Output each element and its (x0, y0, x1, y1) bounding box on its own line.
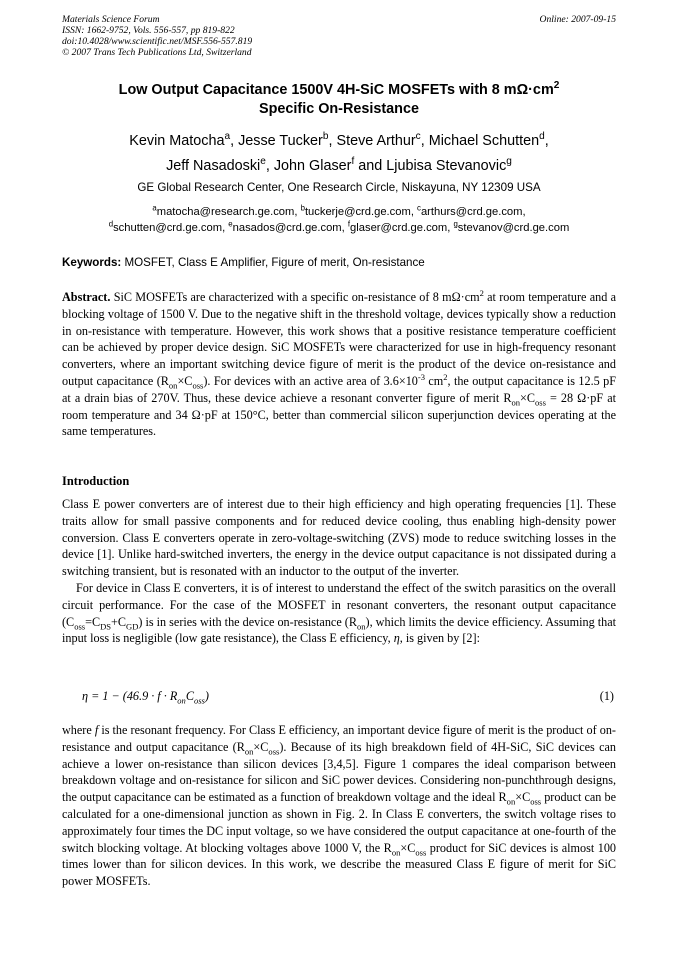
author-name: Kevin Matocha (129, 133, 225, 149)
author-affil-mark: g (506, 156, 512, 168)
abstract-sub: oss (535, 397, 546, 408)
abstract-sup: 2 (479, 287, 484, 298)
online-date: Online: 2007-09-15 (539, 14, 616, 25)
abstract-text: , the output capacitance is 12.5 pF at a drain bias of 270V. Thus, these device achieve a resonant converter figure of merit R (62, 373, 616, 405)
email-address[interactable]: glaser@crd.ge.com (350, 222, 448, 234)
eq-sub: on (177, 695, 186, 706)
title-part-2: Specific On-Resistance (259, 101, 419, 117)
affiliation: GE Global Research Center, One Research Circle, Niskayuna, NY 12309 USA (137, 181, 541, 194)
introduction-body (62, 496, 616, 647)
author-name: John Glaser (273, 158, 352, 174)
eq-symbol: η (82, 689, 89, 703)
eq-text: ) (204, 689, 209, 703)
intro-text: ), which limits the device efficiency. Assuming that input loss is negligible (low gate resistance), the Class E efficiency, (62, 614, 616, 646)
journal-header (62, 14, 252, 58)
email-address[interactable]: stevanov@crd.ge.com (457, 222, 570, 234)
para-text: where (62, 723, 95, 737)
author-affil-mark: c (415, 131, 421, 143)
email-mark: c (417, 203, 421, 213)
abstract-text: = 28 Ω·pF at room temperature and 34 Ω·pF at 150°C, better than commercial silicon superjunction devices operating at the same temperatures. (62, 390, 616, 439)
intro-text: , is given by [2]: (399, 631, 480, 646)
journal-name: Materials Science Forum (62, 14, 160, 25)
intro-sub: GD (126, 621, 139, 632)
keywords-text: MOSFET, Class E Amplifier, Figure of merit, On-resistance (121, 256, 425, 269)
title-part-1: Low Output Capacitance 1500V 4H-SiC MOSFETs with 8 mΩ·cm (118, 82, 554, 98)
title-superscript: 2 (553, 80, 560, 92)
author-affil-mark: b (322, 131, 329, 143)
abstract-text: cm (425, 373, 444, 388)
author-name: Michael Schutten (428, 133, 540, 149)
abstract-sup: 2 (443, 371, 448, 382)
author-list: Kevin Matocha$^a$, Jesse Tucker$^b$, Steve Arthur$^c$, Michael Schutten$^d$, Jeff Nasadoski$^e$, John Glaser$^f$ and Ljubisa Stevanovic$^g$ (129, 131, 549, 174)
author-affil-mark: e (260, 156, 266, 168)
post-equation-text (62, 722, 616, 890)
abstract-text: ). For devices with an active area of 3.6×10 (203, 373, 418, 388)
eq-text: = 1 − (46.9 · f · R (88, 689, 178, 703)
eq-text: C (185, 689, 194, 703)
author-affil-mark: d (539, 131, 545, 143)
email-address[interactable]: schutten@crd.ge.com (113, 222, 223, 234)
intro-sub: on (357, 621, 366, 632)
para-text: product can be calculated for a one-dimensional junction as shown in Fig. 2. In Class E converters, the switch voltage rises to approximately four times the DC input voltage, so we have considered the output capacitance at one-fourth of the switch blocking voltage. At blocking voltages above 1000 V, the R (62, 790, 616, 855)
para-text: ×C (400, 840, 416, 855)
abstract-label: Abstract. (62, 290, 111, 304)
email-address[interactable]: tuckerje@crd.ge.com (304, 206, 411, 218)
email-address[interactable]: matocha@research.ge.com (156, 206, 295, 218)
author-name: Jeff Nasadoski (166, 158, 261, 174)
keywords-label: Keywords: (62, 256, 122, 269)
para-text: ). Because of its high breakdown field of 4H-SiC, SiC devices can achieve a lower on-resistance than silicon devices [3,4,5]. Figure 1 compares the ideal comparison between breakdown voltage and on-resistance for silicon and SiC power devices. Considering non-punchthrough designs, the output capacitance can be estimated as a function of breakdown voltage and the ideal R (62, 739, 616, 805)
equation-1 (62, 689, 616, 707)
para-sub: oss (268, 746, 280, 757)
equation-number: (1) (599, 689, 614, 703)
email-mark: b (300, 203, 305, 213)
para-text: ×C (515, 790, 531, 805)
paper-title (62, 81, 616, 119)
abstract-text: at room temperature and a blocking voltage of 1500 V. Due to the negative shift in the threshold voltage, devices typically show a reduction in on-resistance with temperature. However, this work shows that a positive resistance temperature coefficient can be achieved by proper device design. SiC MOSFETs were characterized for use in high-frequency resonant converters, where an important switching device figure of merit is the product of the device on-resistance and output capacitance (R (62, 290, 616, 388)
author-name: Jesse Tucker (238, 133, 323, 149)
author-name: Ljubisa Stevanovic (386, 158, 507, 174)
intro-paragraph-2 (62, 580, 616, 647)
issn-line: ISSN: 1662-9752, Vols. 556-557, pp 819-822 (62, 25, 235, 36)
email-mark: a (152, 203, 157, 213)
abstract-text: ×C (520, 390, 536, 405)
abstract-sub: on (511, 397, 521, 408)
intro-paragraph-1: Class E power converters are of interest due to their high efficiency and high operating frequencies [1]. These traits allow for small passive components and for reduced device cooling, thus enabling high-density power conversion. Class E converters operate in zero-voltage-switching (ZVS) mode to reduce switching losses in the device [1]. Unlike hard-switched inverters, the energy in the device output capacitance is not dissipated during a switching transient, but is resonated with an inductor to the output of the inverter. (62, 497, 616, 579)
email-address[interactable]: arthurs@crd.ge.com (420, 206, 523, 218)
equation-body (82, 689, 209, 704)
para-text: ×C (253, 739, 269, 754)
intro-text: =C (85, 614, 101, 629)
email-mark: g (453, 219, 458, 229)
intro-text: For device in Class E converters, it is of interest to understand the effect of the switch parasitics on the overall circuit performance. For the case of the MOSFET in resonant converters, the resonant output capacitance (C (62, 580, 616, 629)
para-text: product for SiC devices is almost 100 times lower than for silicon devices. In this work, we describe the measured Class E figure of merit for SiC power MOSFETs. (62, 840, 617, 889)
intro-sub: DS (100, 621, 112, 632)
intro-sub: oss (74, 621, 86, 632)
abstract-sub: oss (192, 380, 204, 391)
abstract-text: ×C (177, 373, 193, 388)
abstract-text: SiC MOSFETs are characterized with a specific on-resistance of 8 mΩ·cm (110, 290, 480, 304)
para-sub: on (506, 796, 516, 807)
para-sub: on (391, 847, 401, 858)
author-affil-mark: a (224, 131, 231, 143)
post-equation-paragraph (62, 722, 616, 890)
para-sub: oss (530, 796, 542, 807)
abstract-sub: on (168, 380, 178, 391)
email-mark: f (347, 219, 351, 229)
email-mark: d (108, 219, 114, 229)
email-list: $^a$matocha@research.ge.com, $^b$tuckerje@crd.ge.com, $^c$arthurs@crd.ge.com, $^d$schutten@crd.ge.com, $^e$nasados@crd.ge.com, $^f$glaser@crd.ge.com, $^g$stevanov@crd.ge.com (108, 203, 570, 234)
email-address[interactable]: nasados@crd.ge.com (232, 222, 342, 234)
abstract-sup: -3 (417, 371, 425, 382)
copyright-line: © 2007 Trans Tech Publications Ltd, Switzerland (62, 47, 252, 58)
author-affil-mark: f (351, 156, 355, 168)
doi-line: doi:10.4028/www.scientific.net/MSF.556-557.819 (62, 36, 253, 47)
para-sub: oss (415, 847, 427, 858)
intro-text: +C (111, 614, 127, 629)
eta-symbol: η (393, 631, 400, 646)
abstract-paragraph (62, 289, 616, 440)
section-heading-introduction: Introduction (62, 474, 130, 488)
eq-sub: oss (193, 695, 205, 706)
email-mark: e (228, 219, 233, 229)
keywords-line (62, 256, 425, 269)
author-name: Steve Arthur (336, 133, 416, 149)
frequency-symbol: f (94, 723, 99, 737)
para-text: is the resonant frequency. For Class E efficiency, an important device figure of merit is the product of on-resistance and output capacitance (R (62, 723, 616, 754)
intro-text: ) is in series with the device on-resistance (R (138, 614, 357, 629)
para-sub: on (244, 746, 254, 757)
